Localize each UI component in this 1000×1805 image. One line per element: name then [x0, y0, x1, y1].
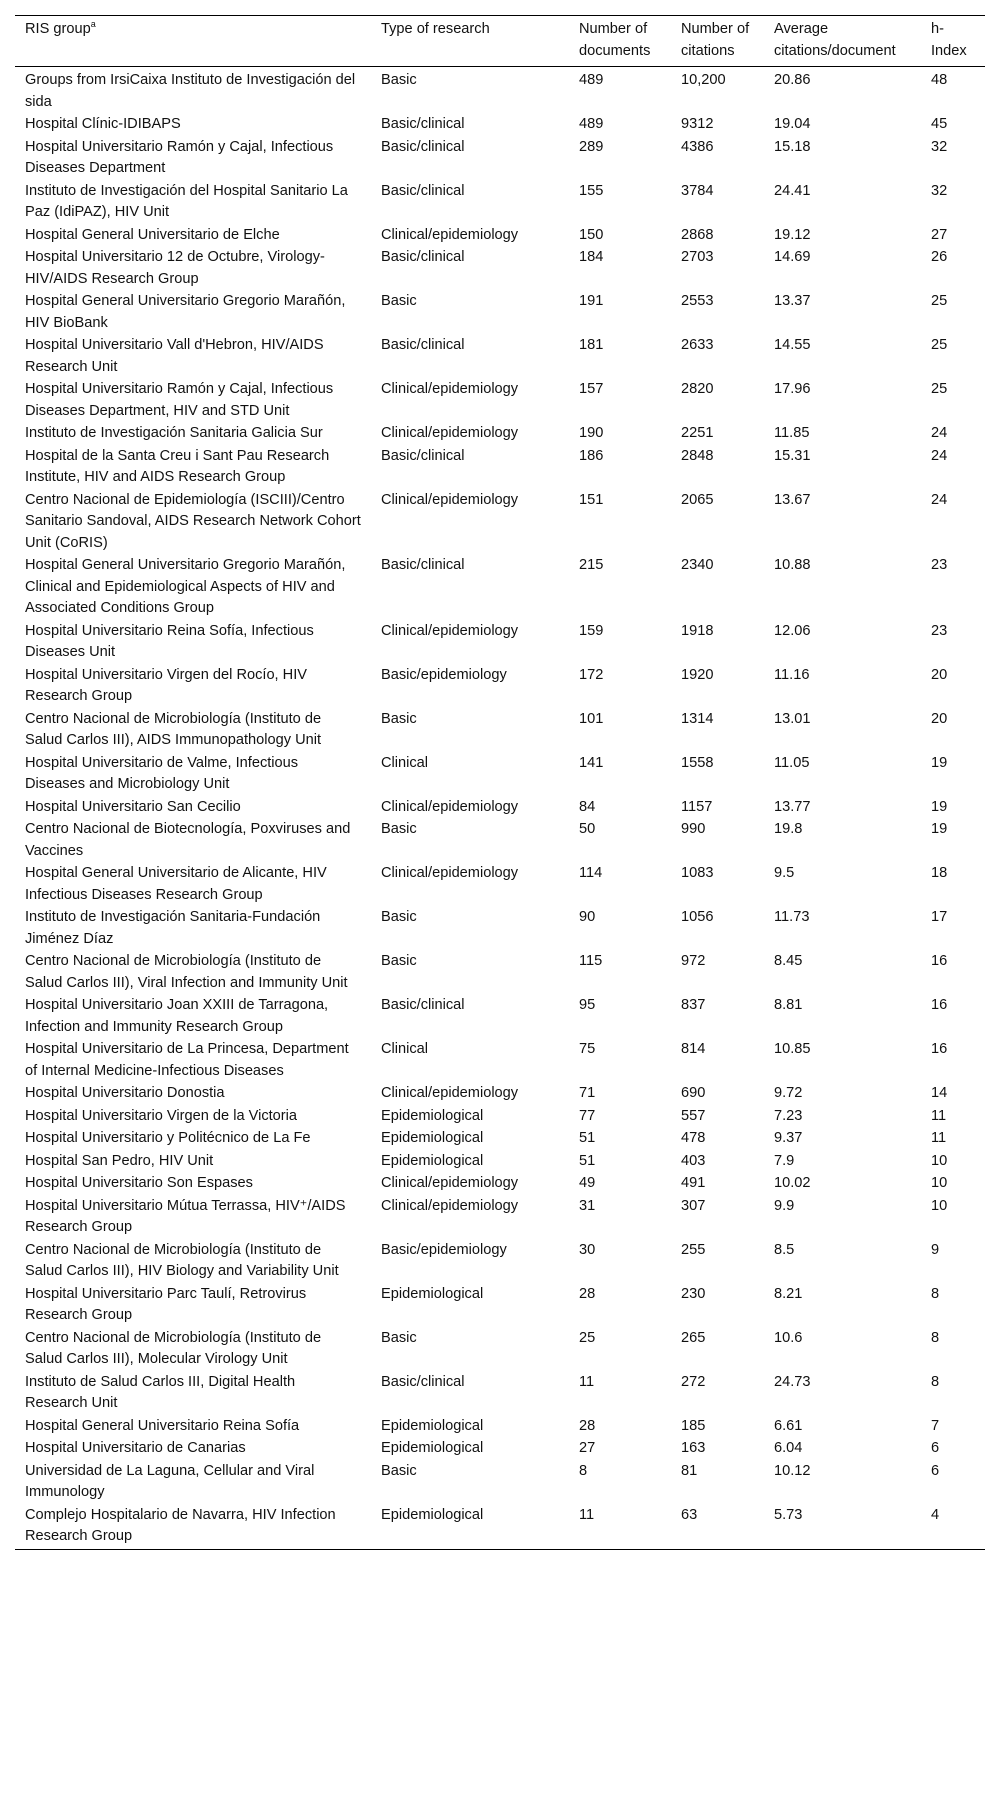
cell-average-citations: 10.02: [774, 1175, 811, 1191]
cell-documents: 190: [579, 425, 604, 441]
table-row: [15, 247, 985, 291]
cell-citations: 2633: [681, 337, 714, 353]
cell-ris-group: Hospital Universitario San Cecilio: [25, 798, 241, 815]
table-row: [15, 665, 985, 709]
cell-ris-group: Instituto de Salud Carlos III, Digital Health Research Unit: [25, 1373, 296, 1411]
cell-documents: 159: [579, 622, 604, 639]
cell-h-index: 10: [931, 1197, 948, 1214]
cell-type-of-research: Clinical: [381, 1041, 429, 1057]
cell-h-index: 11: [931, 1130, 947, 1146]
cell-documents: 489: [579, 116, 604, 132]
cell-documents: 90: [579, 909, 596, 925]
cell-documents: 30: [579, 1241, 596, 1258]
cell-citations: 2065: [681, 491, 714, 508]
cell-ris-group: Hospital Universitario de La Princesa, Department of Internal Medicine-Infectious Diseases: [25, 1041, 349, 1079]
cell-h-index: 16: [931, 997, 948, 1013]
cell-citations: 1083: [681, 865, 714, 881]
footnote-marker: a: [90, 19, 96, 30]
table-header: [15, 16, 985, 67]
cell-citations: 307: [681, 1197, 706, 1214]
cell-h-index: 24: [931, 491, 948, 508]
cell-type-of-research: Clinical/epidemiology: [381, 1085, 519, 1101]
cell-documents: 155: [579, 182, 604, 199]
cell-type-of-research: Basic/clinical: [381, 1373, 465, 1390]
table-body: [15, 67, 985, 1550]
cell-h-index: 4: [931, 1506, 940, 1523]
cell-type-of-research: Epidemiological: [381, 1417, 484, 1434]
cell-average-citations: 19.12: [774, 226, 811, 243]
cell-h-index: 11: [931, 1107, 947, 1124]
cell-average-citations: 8.21: [774, 1285, 803, 1302]
cell-type-of-research: Clinical: [381, 754, 429, 771]
cell-ris-group: Hospital San Pedro, HIV Unit: [25, 1152, 214, 1169]
cell-type-of-research: Basic: [381, 1329, 417, 1346]
cell-ris-group: Hospital General Universitario de Elche: [25, 226, 280, 243]
cell-documents: 11: [579, 1506, 595, 1523]
header-row: [15, 16, 985, 67]
cell-type-of-research: Clinical/epidemiology: [381, 622, 519, 639]
cell-average-citations: 10.88: [774, 557, 811, 573]
cell-citations: 63: [681, 1506, 698, 1523]
cell-type-of-research: Basic/clinical: [381, 182, 465, 199]
cell-documents: 49: [579, 1175, 596, 1191]
cell-average-citations: 10.6: [774, 1329, 803, 1346]
cell-citations: 814: [681, 1041, 706, 1057]
cell-type-of-research: Clinical/epidemiology: [381, 865, 519, 881]
cell-ris-group: Centro Nacional de Microbiología (Instituto de Salud Carlos III), HIV Biology and Variability Unit: [25, 1241, 339, 1279]
cell-type-of-research: Clinical/epidemiology: [381, 381, 519, 397]
table-row: [15, 951, 985, 995]
cell-h-index: 32: [931, 182, 948, 199]
table-row: [15, 1505, 985, 1550]
cell-citations: 990: [681, 821, 706, 837]
cell-documents: 157: [579, 381, 604, 397]
cell-h-index: 27: [931, 226, 948, 243]
header-number-of-citations: Number of citations: [681, 21, 750, 59]
table-row: [15, 181, 985, 225]
cell-h-index: 25: [931, 381, 948, 397]
cell-ris-group: Hospital Universitario de Canarias: [25, 1440, 246, 1456]
cell-documents: 25: [579, 1329, 596, 1346]
cell-ris-group: Instituto de Investigación Sanitaria-Fundación Jiménez Díaz: [25, 909, 321, 947]
cell-type-of-research: Epidemiological: [381, 1152, 484, 1169]
cell-ris-group: Hospital General Universitario Reina Sofía: [25, 1417, 300, 1434]
cell-documents: 51: [579, 1130, 596, 1146]
cell-average-citations: 19.04: [774, 116, 811, 132]
cell-citations: 1558: [681, 754, 714, 771]
cell-ris-group: Hospital Universitario Mútua Terrassa, HIV⁺/AIDS Research Group: [25, 1197, 346, 1235]
cell-h-index: 17: [931, 909, 948, 925]
cell-documents: 186: [579, 447, 604, 464]
table-row: [15, 446, 985, 490]
cell-citations: 2868: [681, 226, 714, 243]
table-row: [15, 863, 985, 907]
cell-type-of-research: Basic/clinical: [381, 997, 465, 1013]
table-row: [15, 423, 985, 446]
cell-documents: 114: [579, 865, 603, 881]
cell-h-index: 14: [931, 1085, 948, 1101]
cell-h-index: 6: [931, 1440, 940, 1456]
cell-h-index: 9: [931, 1241, 940, 1258]
cell-citations: 9312: [681, 116, 714, 132]
cell-documents: 11: [579, 1373, 595, 1390]
cell-citations: 4386: [681, 138, 714, 155]
cell-h-index: 10: [931, 1175, 948, 1191]
cell-documents: 289: [579, 138, 604, 155]
cell-h-index: 23: [931, 557, 948, 573]
cell-h-index: 24: [931, 447, 948, 464]
cell-type-of-research: Clinical/epidemiology: [381, 226, 519, 243]
cell-type-of-research: Basic: [381, 821, 417, 837]
cell-average-citations: 14.69: [774, 249, 811, 265]
cell-documents: 101: [579, 710, 604, 727]
cell-average-citations: 19.8: [774, 821, 803, 837]
table-row: [15, 1128, 985, 1151]
cell-ris-group: Hospital Universitario de Valme, Infectious Diseases and Microbiology Unit: [25, 754, 299, 792]
cell-citations: 2251: [681, 425, 714, 441]
table-row: [15, 490, 985, 556]
cell-ris-group: Hospital de la Santa Creu i Sant Pau Research Institute, HIV and AIDS Research Group: [25, 447, 330, 485]
cell-average-citations: 10.12: [774, 1462, 811, 1479]
table-row: [15, 1083, 985, 1106]
cell-average-citations: 5.73: [774, 1506, 803, 1523]
cell-type-of-research: Epidemiological: [381, 1130, 484, 1146]
table-row: [15, 1173, 985, 1196]
cell-ris-group: Hospital Universitario Reina Sofía, Infectious Diseases Unit: [25, 622, 314, 660]
cell-h-index: 45: [931, 116, 948, 132]
cell-documents: 141: [579, 754, 604, 771]
cell-documents: 184: [579, 249, 604, 265]
cell-average-citations: 8.81: [774, 997, 803, 1013]
cell-average-citations: 13.67: [774, 491, 811, 508]
table-row: [15, 995, 985, 1039]
table-row: [15, 225, 985, 248]
cell-documents: 215: [579, 557, 604, 573]
cell-ris-group: Universidad de La Laguna, Cellular and Viral Immunology: [25, 1462, 315, 1500]
cell-documents: 28: [579, 1285, 596, 1302]
cell-h-index: 26: [931, 249, 948, 265]
cell-ris-group: Instituto de Investigación Sanitaria Galicia Sur: [25, 425, 323, 441]
header-ris-group: RIS group$^a$: [25, 19, 96, 37]
cell-average-citations: 6.61: [774, 1417, 803, 1434]
table-row: [15, 1328, 985, 1372]
cell-citations: 2340: [681, 557, 714, 573]
cell-type-of-research: Basic/clinical: [381, 557, 465, 573]
table-row: [15, 1461, 985, 1505]
cell-citations: 1314: [681, 710, 714, 727]
cell-ris-group: Hospital Universitario Vall d'Hebron, HIV/AIDS Research Unit: [25, 337, 324, 375]
cell-ris-group: Centro Nacional de Biotecnología, Poxviruses and Vaccines: [25, 821, 351, 859]
cell-ris-group: Complejo Hospitalario de Navarra, HIV Infection Research Group: [25, 1506, 336, 1544]
cell-type-of-research: Basic/clinical: [381, 138, 465, 155]
cell-type-of-research: Clinical/epidemiology: [381, 491, 519, 508]
table-row: [15, 1240, 985, 1284]
header-h-index: h-Index: [931, 21, 967, 59]
cell-h-index: 16: [931, 1041, 948, 1057]
cell-documents: 489: [579, 72, 604, 88]
table-row: [15, 907, 985, 951]
header-type-of-research: Type of research: [381, 21, 490, 37]
cell-citations: 265: [681, 1329, 706, 1346]
cell-documents: 95: [579, 997, 596, 1013]
cell-type-of-research: Basic/epidemiology: [381, 1241, 507, 1258]
cell-type-of-research: Basic: [381, 953, 417, 969]
cell-ris-group: Hospital Clínic-IDIBAPS: [25, 116, 181, 132]
cell-citations: 690: [681, 1085, 706, 1101]
cell-type-of-research: Basic/epidemiology: [381, 666, 507, 683]
cell-h-index: 19: [931, 754, 948, 771]
cell-average-citations: 15.31: [774, 447, 811, 464]
cell-ris-group: Centro Nacional de Microbiología (Instituto de Salud Carlos III), Viral Infection and Immunity Unit: [25, 953, 348, 991]
cell-average-citations: 17.96: [774, 381, 811, 397]
cell-citations: 3784: [681, 182, 714, 199]
cell-ris-group: Hospital Universitario y Politécnico de La Fe: [25, 1130, 311, 1146]
header-number-of-documents: Number of documents: [579, 21, 651, 59]
cell-documents: 77: [579, 1107, 596, 1124]
cell-h-index: 8: [931, 1329, 940, 1346]
cell-citations: 163: [681, 1440, 706, 1456]
cell-ris-group: Hospital Universitario Son Espases: [25, 1175, 253, 1191]
cell-citations: 185: [681, 1417, 706, 1434]
table-row: [15, 753, 985, 797]
cell-h-index: 20: [931, 666, 948, 683]
cell-h-index: 16: [931, 953, 948, 969]
cell-type-of-research: Basic: [381, 293, 417, 309]
cell-average-citations: 11.85: [774, 425, 810, 441]
cell-h-index: 8: [931, 1373, 940, 1390]
cell-average-citations: 7.9: [774, 1152, 795, 1169]
cell-citations: 230: [681, 1285, 706, 1302]
cell-ris-group: Hospital Universitario Joan XXIII de Tarragona, Infection and Immunity Research Group: [25, 997, 329, 1035]
cell-average-citations: 7.23: [774, 1107, 803, 1124]
cell-average-citations: 9.9: [774, 1197, 795, 1214]
table-row: [15, 291, 985, 335]
table-row: [15, 1438, 985, 1461]
cell-type-of-research: Epidemiological: [381, 1107, 484, 1124]
cell-type-of-research: Epidemiological: [381, 1285, 484, 1302]
ris-groups-table: [15, 15, 985, 1550]
header-average-citations: Average citations/document: [774, 21, 896, 59]
table-row: [15, 1416, 985, 1439]
cell-documents: 150: [579, 226, 604, 243]
cell-average-citations: 24.73: [774, 1373, 811, 1390]
cell-documents: 115: [579, 953, 603, 969]
cell-type-of-research: Basic/clinical: [381, 249, 465, 265]
cell-citations: 10,200: [681, 72, 726, 88]
cell-type-of-research: Basic: [381, 909, 417, 925]
cell-citations: 1056: [681, 909, 714, 925]
cell-ris-group: Hospital General Universitario Gregorio Marañón, HIV BioBank: [25, 293, 346, 331]
cell-citations: 272: [681, 1373, 706, 1390]
cell-type-of-research: Basic/clinical: [381, 337, 465, 353]
cell-h-index: 25: [931, 293, 948, 309]
cell-documents: 8: [579, 1462, 588, 1479]
cell-h-index: 19: [931, 821, 948, 837]
cell-average-citations: 9.37: [774, 1130, 803, 1146]
cell-citations: 478: [681, 1130, 706, 1146]
cell-h-index: 20: [931, 710, 948, 727]
cell-average-citations: 20.86: [774, 72, 811, 88]
cell-average-citations: 14.55: [774, 337, 811, 353]
cell-type-of-research: Clinical/epidemiology: [381, 798, 519, 815]
cell-h-index: 18: [931, 865, 948, 881]
cell-documents: 75: [579, 1041, 596, 1057]
cell-documents: 51: [579, 1152, 596, 1169]
cell-documents: 84: [579, 798, 596, 815]
table-row: [15, 67, 985, 115]
cell-citations: 1157: [681, 798, 713, 815]
cell-average-citations: 9.72: [774, 1085, 803, 1101]
cell-type-of-research: Basic/clinical: [381, 116, 465, 132]
cell-ris-group: Centro Nacional de Microbiología (Instituto de Salud Carlos III), Molecular Virology Unit: [25, 1329, 322, 1367]
cell-average-citations: 8.45: [774, 953, 803, 969]
cell-citations: 2820: [681, 381, 714, 397]
cell-average-citations: 8.5: [774, 1241, 795, 1258]
cell-citations: 491: [681, 1175, 706, 1191]
cell-h-index: 6: [931, 1462, 940, 1479]
cell-documents: 50: [579, 821, 596, 837]
cell-ris-group: Hospital Universitario Virgen del Rocío, HIV Research Group: [25, 666, 307, 704]
cell-average-citations: 11.73: [774, 909, 810, 925]
cell-ris-group: Hospital Universitario Donostia: [25, 1085, 225, 1101]
table-row: [15, 1372, 985, 1416]
cell-h-index: 48: [931, 72, 948, 88]
cell-average-citations: 6.04: [774, 1440, 803, 1456]
cell-ris-group: Hospital Universitario Virgen de la Victoria: [25, 1107, 298, 1124]
cell-citations: 1918: [681, 622, 714, 639]
cell-h-index: 32: [931, 138, 948, 155]
cell-documents: 31: [579, 1197, 596, 1214]
table-row: [15, 709, 985, 753]
cell-type-of-research: Basic: [381, 72, 417, 88]
cell-h-index: 25: [931, 337, 948, 353]
cell-citations: 972: [681, 953, 706, 969]
cell-documents: 181: [579, 337, 604, 353]
cell-citations: 2703: [681, 249, 714, 265]
cell-type-of-research: Basic: [381, 710, 417, 727]
cell-type-of-research: Clinical/epidemiology: [381, 425, 519, 441]
table-row: [15, 1106, 985, 1129]
table-row: [15, 1039, 985, 1083]
cell-h-index: 23: [931, 622, 948, 639]
cell-average-citations: 13.01: [774, 710, 811, 727]
cell-average-citations: 9.5: [774, 865, 795, 881]
table-row: [15, 621, 985, 665]
cell-ris-group: Instituto de Investigación del Hospital Sanitario La Paz (IdiPAZ), HIV Unit: [25, 182, 348, 220]
cell-average-citations: 11.05: [774, 754, 810, 771]
cell-average-citations: 13.37: [774, 293, 811, 309]
cell-citations: 2553: [681, 293, 714, 309]
cell-citations: 1920: [681, 666, 714, 683]
cell-h-index: 8: [931, 1285, 940, 1302]
cell-citations: 2848: [681, 447, 714, 464]
table-row: [15, 797, 985, 820]
table-row: [15, 1196, 985, 1240]
cell-ris-group: Hospital General Universitario de Alicante, HIV Infectious Diseases Research Group: [25, 865, 327, 903]
cell-ris-group: Centro Nacional de Microbiología (Instituto de Salud Carlos III), AIDS Immunopathology Unit: [25, 710, 322, 748]
ris-groups-table-container: [15, 15, 985, 1550]
cell-average-citations: 24.41: [774, 182, 811, 199]
table-row: [15, 1151, 985, 1174]
cell-citations: 255: [681, 1241, 706, 1258]
cell-ris-group: Centro Nacional de Epidemiología (ISCIII)/Centro Sanitario Sandoval, AIDS Research Network Cohort Unit (CoRIS): [25, 491, 361, 551]
table-row: [15, 379, 985, 423]
cell-ris-group: Groups from IrsiCaixa Instituto de Investigación del sida: [25, 72, 356, 110]
table-row: [15, 137, 985, 181]
cell-ris-group: Hospital Universitario Ramón y Cajal, Infectious Diseases Department, HIV and STD Unit: [25, 381, 334, 419]
cell-ris-group: Hospital Universitario Ramón y Cajal, Infectious Diseases Department: [25, 138, 334, 176]
cell-type-of-research: Basic/clinical: [381, 447, 465, 464]
cell-documents: 28: [579, 1417, 596, 1434]
cell-h-index: 7: [931, 1417, 940, 1434]
cell-documents: 172: [579, 666, 604, 683]
cell-type-of-research: Basic: [381, 1462, 417, 1479]
cell-h-index: 10: [931, 1152, 948, 1169]
table-row: [15, 114, 985, 137]
cell-ris-group: Hospital Universitario Parc Taulí, Retrovirus Research Group: [25, 1285, 307, 1323]
cell-average-citations: 10.85: [774, 1041, 811, 1057]
cell-documents: 191: [579, 293, 604, 309]
cell-type-of-research: Epidemiological: [381, 1440, 484, 1456]
cell-documents: 151: [579, 491, 604, 508]
cell-citations: 557: [681, 1107, 706, 1124]
cell-average-citations: 15.18: [774, 138, 811, 155]
cell-documents: 71: [579, 1085, 596, 1101]
cell-ris-group: Hospital Universitario 12 de Octubre, Virology-HIV/AIDS Research Group: [25, 249, 325, 287]
cell-average-citations: 13.77: [774, 798, 811, 815]
cell-ris-group: Hospital General Universitario Gregorio Marañón, Clinical and Epidemiological Aspects of HIV and Associated Conditions Group: [25, 557, 346, 616]
cell-type-of-research: Clinical/epidemiology: [381, 1175, 519, 1191]
cell-average-citations: 12.06: [774, 622, 811, 639]
table-row: [15, 335, 985, 379]
cell-type-of-research: Clinical/epidemiology: [381, 1197, 519, 1214]
cell-h-index: 19: [931, 798, 948, 815]
table-row: [15, 819, 985, 863]
cell-citations: 403: [681, 1152, 706, 1169]
table-row: [15, 1284, 985, 1328]
cell-average-citations: 11.16: [774, 666, 810, 683]
cell-citations: 81: [681, 1462, 698, 1479]
cell-type-of-research: Epidemiological: [381, 1506, 484, 1523]
cell-h-index: 24: [931, 425, 948, 441]
cell-documents: 27: [579, 1440, 596, 1456]
cell-citations: 837: [681, 997, 706, 1013]
table-row: [15, 555, 985, 621]
